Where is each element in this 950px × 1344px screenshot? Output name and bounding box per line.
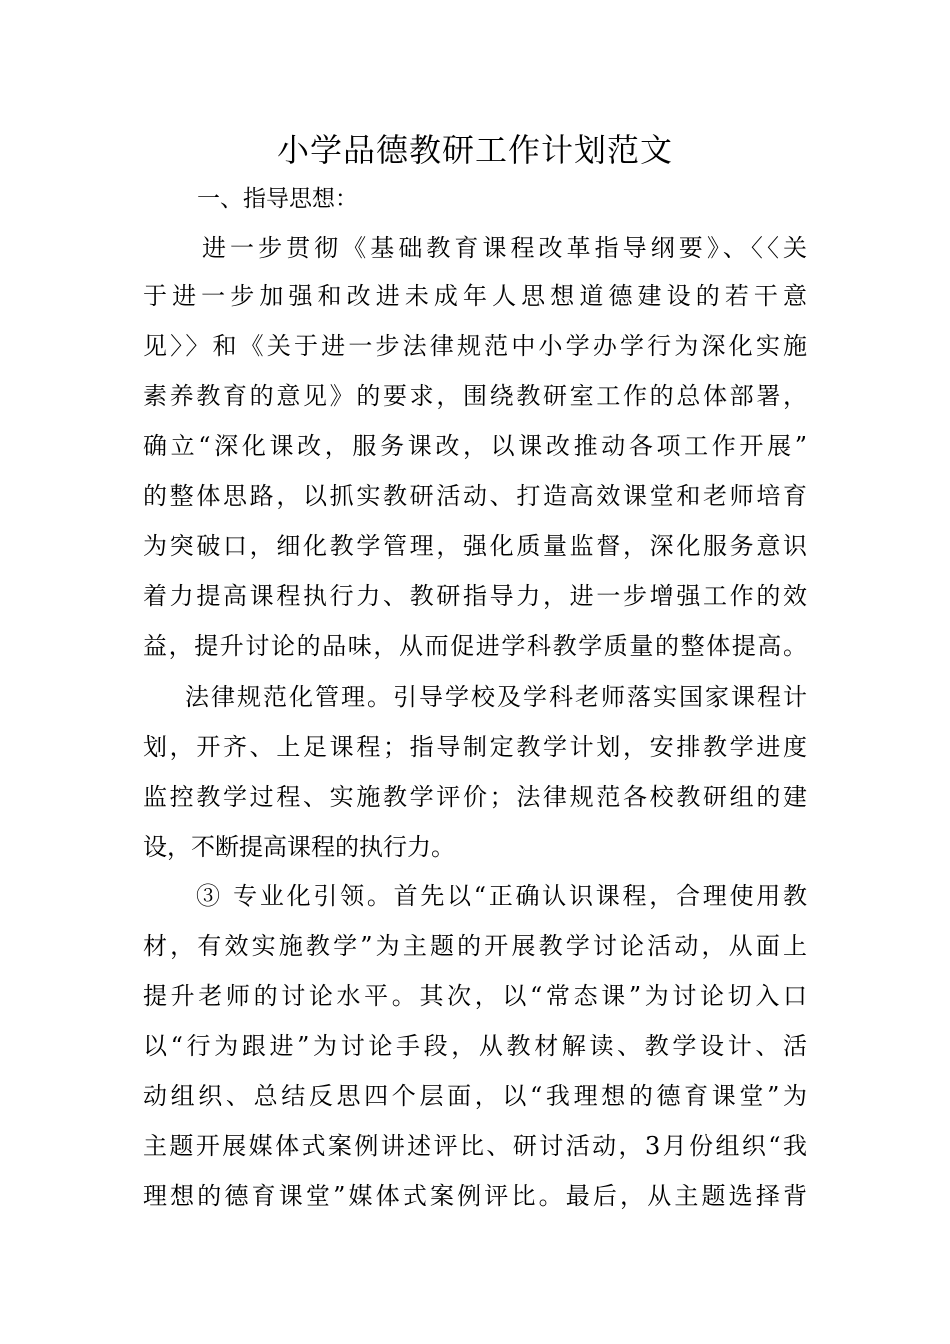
paragraph-line: 进一步贯彻《基础教育课程改革指导纲要》、〈〈关: [202, 234, 807, 262]
paragraph-line: 于进一步加强和改进未成年人思想道德建设的若干意: [143, 282, 807, 310]
paragraph-line: ③ 专业化引领。首先以“正确认识课程，合理使用教: [196, 882, 807, 910]
paragraph-line: 确立“深化课改，服务课改，以课改推动各项工作开展”: [143, 432, 807, 460]
paragraph-line: 理想的德育课堂”媒体式案例评比。最后，从主题选择背: [143, 1182, 807, 1210]
paragraph-line: 主题开展媒体式案例讲述评比、研讨活动，3月份组织“我: [143, 1132, 807, 1160]
paragraph-line: 动组织、总结反思四个层面，以“我理想的德育课堂”为: [143, 1082, 807, 1110]
paragraph-line: 法律规范化管理。引导学校及学科老师落实国家课程计: [185, 683, 807, 711]
paragraph-line: 材，有效实施教学”为主题的开展教学讨论活动，从面上: [143, 932, 807, 960]
paragraph-line: 监控教学过程、实施教学评价；法律规范各校教研组的建: [143, 783, 807, 811]
document-title: 小学品德教研工作计划范文: [276, 131, 673, 169]
paragraph-line: 为突破口，细化教学管理，强化质量监督，深化服务意识: [143, 532, 807, 560]
paragraph-line: 着力提高课程执行力、教研指导力，进一步增强工作的效: [143, 582, 807, 610]
paragraph-line: 提升老师的讨论水平。其次，以“常态课”为讨论切入口: [143, 982, 807, 1010]
section-heading: 一、指导思想：: [197, 186, 358, 212]
paragraph-line: 素养教育的意见》的要求，围绕教研室工作的总体部署，: [143, 382, 807, 410]
paragraph-line: 以“行为跟进”为讨论手段，从教材解读、教学设计、活: [143, 1032, 807, 1060]
paragraph-line: 设，不断提高课程的执行力。: [143, 833, 455, 861]
paragraph-line: 见〉〉和《关于进一步法律规范中小学办学行为深化实施: [143, 332, 807, 360]
paragraph-line: 的整体思路，以抓实教研活动、打造高效课堂和老师培育: [143, 482, 807, 510]
paragraph-line: 益，提升讨论的品味，从而促进学科教学质量的整体提高。: [143, 632, 807, 660]
paragraph-line: 划，开齐、上足课程；指导制定教学计划，安排教学进度: [143, 733, 807, 761]
